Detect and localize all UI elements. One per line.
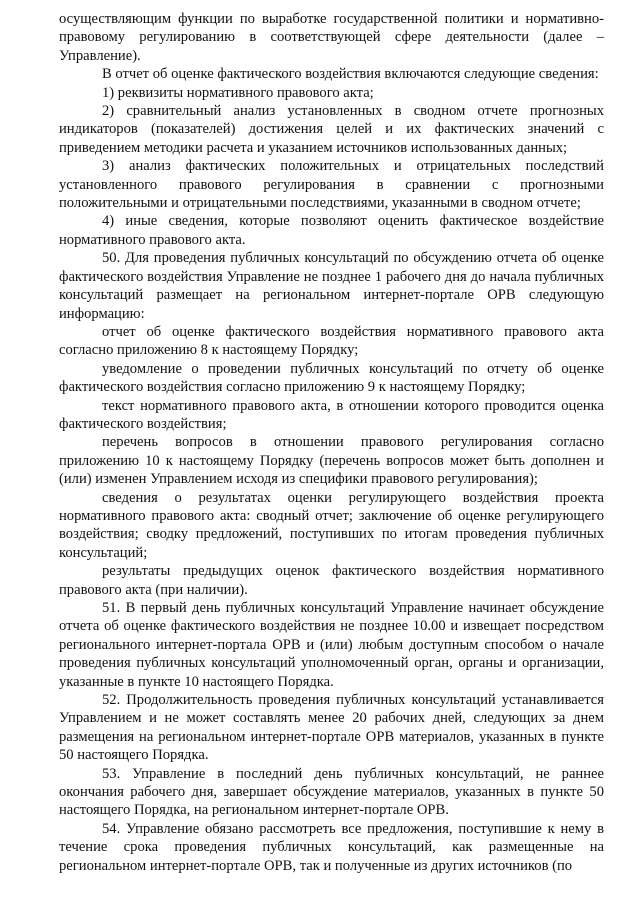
clause-50-item-notice: уведомление о проведении публичных консультаций по отчету об оценке фактического воздействия согласно приложению 9 к настоящему Порядку; xyxy=(59,360,604,396)
paragraph-intro-continuation: осуществляющим функции по выработке государственной политики и нормативно-правовому регулированию в соответствующей сфере деятельности (далее – Управление). xyxy=(59,11,604,64)
clause-53: 53. Управление в последний день публичных консультаций, не раннее окончания рабочего дня, завершает обсуждение материалов, указанных в пункте 50 настоящего Порядка, на региональном интернет-портале ОРВ. xyxy=(59,765,604,819)
paragraph-report-contents: В отчет об оценке фактического воздействия включаются следующие сведения: xyxy=(102,66,599,83)
list-item-1: 1) реквизиты нормативного правового акта; xyxy=(102,84,374,101)
clause-50: 50. Для проведения публичных консультаций по обсуждению отчета об оценке фактического воздействия Управление не позднее 1 рабочего дня до начала публичных консультаций размещает на региональном интернет-портале ОРВ следующую информацию: xyxy=(59,250,604,322)
clause-50-item-report: отчет об оценке фактического воздействия нормативного правового акта согласно приложению 8 к настоящему Порядку; xyxy=(59,323,604,359)
clause-50-item-previous: результаты предыдущих оценок фактического воздействия нормативного правового акта (при наличии). xyxy=(59,563,604,598)
clause-50-item-questions: перечень вопросов в отношении правового регулирования согласно приложению 10 к настоящему Порядку (перечень вопросов может быть дополнен и (или) изменен Управлением исходя из специфики правового регулирования); xyxy=(59,434,604,488)
list-item-2: 2) сравнительный анализ установленных в сводном отчете прогнозных индикаторов (показателей) достижения целей и их фактических значений с приведением методики расчета и указанием источников использованных данных; xyxy=(59,103,604,156)
clause-52: 52. Продолжительность проведения публичных консультаций устанавливается Управлением и не может составлять менее 20 рабочих дней, следующих за днем размещения на региональном интернет-портале ОРВ материалов, указанных в пункте 50 настоящего Порядка. xyxy=(59,692,604,764)
list-item-3: 3) анализ фактических положительных и отрицательных последствий установленного правового регулирования в сравнении с прогнозными положительными и отрицательными последствиями, указанными в сводном отчете; xyxy=(59,158,604,212)
clause-51: 51. В первый день публичных консультаций Управление начинает обсуждение отчета об оценке фактического воздействия не позднее 10.00 и извещает посредством регионального интернет-портала ОРВ и (или) любым доступным способом о начале проведения публичных консультаций уполномоченный орган, органы и организации, указанные в пункте 10 настоящего Порядка. xyxy=(59,600,604,690)
clause-54: 54. Управление обязано рассмотреть все предложения, поступившие к нему в течение срока проведения публичных консультаций, как размещенные на региональном интернет-портале ОРВ, так и полученные из других источников (по xyxy=(59,820,604,874)
clause-50-item-act-text: текст нормативного правового акта, в отношении которого проводится оценка фактического воздействия; xyxy=(59,397,604,432)
clause-50-item-assessment: сведения о результатах оценки регулирующего воздействия проекта нормативного правового акта: сводный отчет; заключение об оценке регулирующего воздействия; сводку предложений, поступивших по итогам проведения публичных консультаций; xyxy=(59,489,604,561)
list-item-4: 4) иные сведения, которые позволяют оценить фактическое воздействие нормативного правового акта. xyxy=(59,213,604,248)
